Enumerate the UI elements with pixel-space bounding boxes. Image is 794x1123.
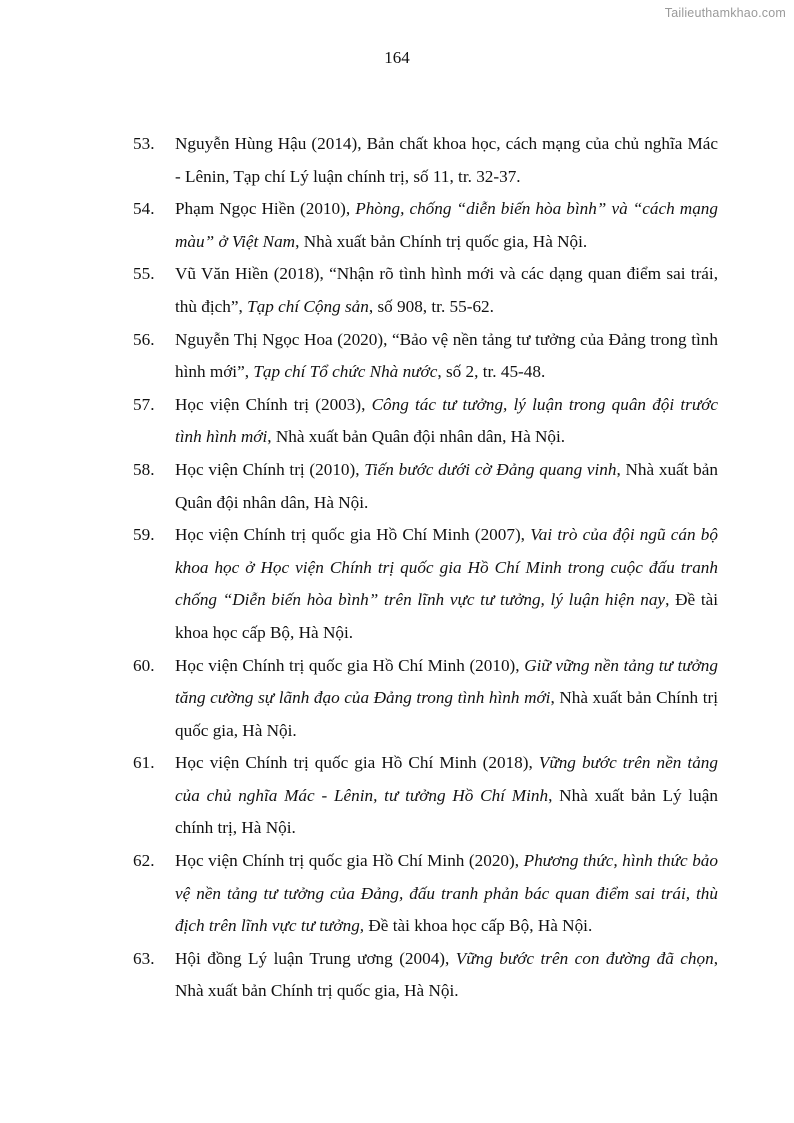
reference-text: Hội đồng Lý luận Trung ương (2004), xyxy=(175,948,456,968)
reference-number: 58. xyxy=(133,459,155,479)
reference-text: , Nhà xuất bản Chính trị quốc gia, Hà Nội. xyxy=(175,948,718,1001)
reference-title: Tạp chí Cộng sản xyxy=(247,296,369,316)
reference-title: Tạp chí Tổ chức Nhà nước xyxy=(253,362,438,382)
reference-text: , số 2, tr. 45-48. xyxy=(437,362,546,382)
reference-item xyxy=(133,519,718,649)
reference-title: Giữ vững nền tảng tư tưởng tăng cường sự lãnh đạo của Đảng trong tình hình mới xyxy=(175,655,718,708)
reference-title: Vững bước trên nền tảng của chủ nghĩa Mác - Lênin, tư tưởng Hồ Chí Minh xyxy=(175,753,718,805)
reference-text: Nguyễn Thị Ngọc Hoa (2020), “Bảo vệ nền tảng tư tưởng của Đảng trong tình hình mới”, xyxy=(175,329,718,382)
reference-text: Học viện Chính trị quốc gia Hồ Chí Minh (2020), xyxy=(175,851,524,871)
reference-text: Nguyễn Hùng Hậu (2014), Bản chất khoa học, cách mạng của chủ nghĩa Mác - Lênin, Tạp chí Lý luận chính trị, số 11, tr. 32-37. xyxy=(175,134,718,186)
page-number: 164 xyxy=(384,48,410,67)
reference-item xyxy=(133,324,718,389)
reference-title: Phương thức, hình thức bảo vệ nền tảng tư tưởng của Đảng, đấu tranh phản bác quan điểm sai trái, thù địch trên lĩnh vực tư tưởng, xyxy=(175,851,718,936)
reference-item xyxy=(133,747,718,845)
reference-title: Phòng, chống “diễn biến hòa bình” và “cách mạng màu” ở Việt Nam xyxy=(175,199,718,251)
reference-title: Công tác tư tưởng, lý luận trong quân đội trước tình hình mới xyxy=(175,394,718,447)
reference-number: 63. xyxy=(133,948,155,968)
reference-number: 55. xyxy=(133,264,155,284)
reference-text: , Nhà xuất bản Quân đội nhân dân, Hà Nội. xyxy=(175,459,718,512)
reference-item xyxy=(133,454,718,519)
reference-number: 61. xyxy=(133,753,155,773)
watermark: Tailieuthamkhao.com xyxy=(664,6,786,20)
reference-item xyxy=(133,128,718,193)
reference-item xyxy=(133,389,718,454)
reference-text: , số 908, tr. 55-62. xyxy=(368,296,494,316)
reference-title: Vững bước trên con đường đã chọn xyxy=(455,948,714,968)
reference-text: , Đề tài khoa học cấp Bộ, Hà Nội. xyxy=(175,590,718,642)
reference-text: , Nhà xuất bản Quân đội nhân dân, Hà Nội. xyxy=(267,427,566,447)
reference-list xyxy=(133,128,718,1008)
reference-item xyxy=(133,258,718,323)
reference-text: , Nhà xuất bản Chính trị quốc gia, Hà Nội. xyxy=(295,231,588,251)
reference-number: 56. xyxy=(133,329,155,349)
reference-text: Học viện Chính trị quốc gia Hồ Chí Minh (2018), xyxy=(175,753,539,773)
reference-item xyxy=(133,845,718,943)
reference-number: 62. xyxy=(133,851,155,871)
reference-text: Đề tài khoa học cấp Bộ, Hà Nội. xyxy=(364,916,593,936)
reference-number: 54. xyxy=(133,199,155,219)
reference-text: Học viện Chính trị quốc gia Hồ Chí Minh (2010), xyxy=(175,655,525,675)
reference-item xyxy=(133,193,718,258)
reference-text: Học viện Chính trị quốc gia Hồ Chí Minh (2007), xyxy=(175,525,531,545)
reference-text: Phạm Ngọc Hiền (2010), xyxy=(175,199,356,219)
reference-number: 57. xyxy=(133,394,155,414)
reference-number: 53. xyxy=(133,134,155,153)
reference-title: Vai trò của đội ngũ cán bộ khoa học ở Học viện Chính trị quốc gia Hồ Chí Minh trong cuộc đấu tranh chống “Diễn biến hòa bình” trên lĩnh vực tư tưởng, lý luận hiện nay xyxy=(175,525,718,610)
reference-number: 60. xyxy=(133,655,155,675)
reference-item xyxy=(133,943,718,1008)
reference-title: Tiến bước dưới cờ Đảng quang vinh xyxy=(364,459,617,479)
reference-number: 59. xyxy=(133,525,155,545)
reference-text: , Nhà xuất bản Chính trị quốc gia, Hà Nội. xyxy=(175,688,718,740)
reference-text: Vũ Văn Hiền (2018), “Nhận rõ tình hình mới và các dạng quan điểm sai trái, thù địch”, xyxy=(175,264,718,316)
reference-text: , Nhà xuất bản Lý luận chính trị, Hà Nội. xyxy=(175,785,718,838)
reference-text: Học viện Chính trị (2010), xyxy=(175,459,365,479)
reference-item xyxy=(133,650,718,748)
reference-text: Học viện Chính trị (2003), xyxy=(175,394,372,414)
